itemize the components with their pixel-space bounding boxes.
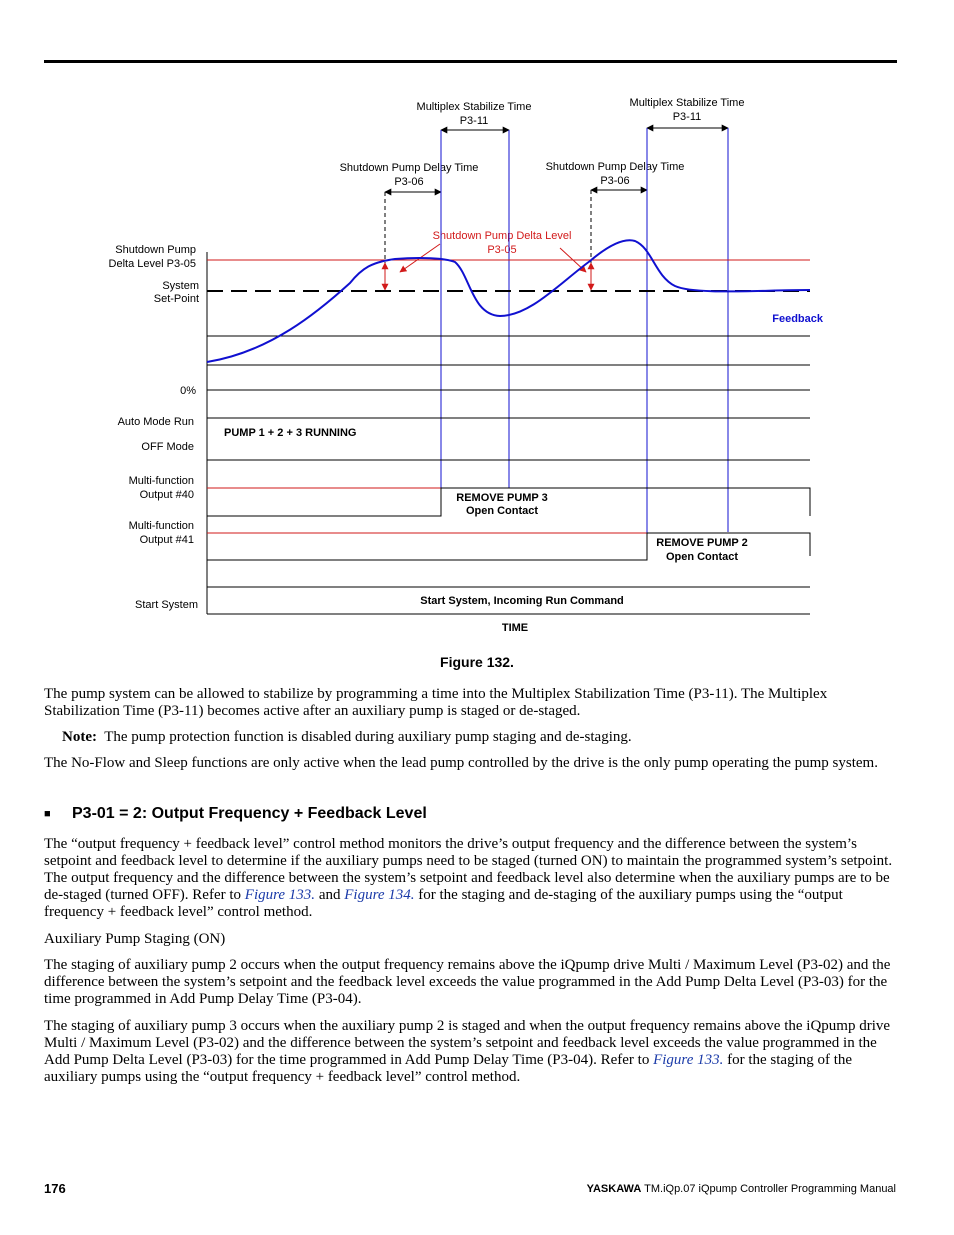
paragraph-no-flow: The No-Flow and Sleep functions are only active when the lead pump controlled by the drive is the only pump operating the pump system. <box>44 755 878 771</box>
start-command-label: Start System, Incoming Run Command <box>420 595 624 607</box>
note <box>62 729 896 746</box>
spd-right-line1: Shutdown Pump Delay Time <box>545 161 685 173</box>
footer-manual-title: TM.iQp.07 iQpump Controller Programming Manual <box>644 1183 896 1195</box>
label-mf40-1: Multi-function <box>128 475 194 487</box>
remove2-line2: Open Contact <box>665 551 739 563</box>
spd-left-line2: P3-06 <box>394 176 424 188</box>
label-off-mode: OFF Mode <box>141 441 194 453</box>
label-mf41-2: Output #41 <box>139 534 194 546</box>
figure-134-link[interactable]: Figure 134. <box>344 887 415 903</box>
remove3-line1: REMOVE PUMP 3 <box>456 492 548 504</box>
p3-text-a: The “output frequency + feedback level” control method monitors the drive’s output frequency and the difference between the system’s setpoint and feedback level to determine if the auxiliary pumps need to be staged (turned ON) to maintain the programmed system’s setpoint. The output frequency and the difference between the system’s setpoint and feedback level also determine when the auxiliary pumps are to be de-staged (turned OFF). Refer to <box>44 836 893 903</box>
delta-level-line1: Shutdown Pump Delta Level <box>432 230 572 242</box>
paragraph-control-method <box>44 836 896 921</box>
paragraph-staging-pump2: The staging of auxiliary pump 2 occurs when the output frequency remains above the iQpump drive Multi / Maximum Level (P3-02) and the difference between the system’s setpoint and the feedback level exceeds the value programmed in the Add Pump Delta Level (P3-03) for the time programmed in Add Pump Delay Time (P3-04). <box>44 957 891 1007</box>
figure-133-link[interactable]: Figure 133. <box>244 887 316 903</box>
section-heading-text: P3-01 = 2: Output Frequency + Feedback Level <box>72 805 427 822</box>
remove3-line2: Open Contact <box>465 505 539 517</box>
page-number: 176 <box>44 1181 66 1196</box>
p3-text-b: and <box>315 887 345 903</box>
label-start: Start System <box>135 599 198 611</box>
time-axis-label: TIME <box>501 622 529 634</box>
label-auto-mode: Auto Mode Run <box>117 416 194 428</box>
mst-left-line1: Multiplex Stabilize Time <box>416 101 532 113</box>
label-setpoint-2: Set-Point <box>153 293 199 305</box>
label-setpoint-1: System <box>162 280 199 292</box>
delta-level-line2: P3-05 <box>487 244 517 256</box>
p3-text-c: for the staging and de-staging of the auxiliary pumps using the “output frequency + feedback level” control method. <box>44 887 843 920</box>
pumps-running-label: PUMP 1 + 2 + 3 RUNNING <box>224 427 357 439</box>
remove2-line1: REMOVE PUMP 2 <box>656 537 748 549</box>
footer-brand: YASKAWA <box>586 1183 642 1195</box>
section-heading <box>44 805 427 823</box>
p6-text-b: for the staging of the auxiliary pumps using the “output frequency + feedback level” control method. <box>44 1052 853 1085</box>
paragraph-stabilize: The pump system can be allowed to stabilize by programming a time into the Multiplex Stabilization Time (P3-11). The Multiplex Stabilization Time (P3-11) becomes active after an auxiliary pump is staged or de-staged. <box>44 686 828 719</box>
label-mf41-1: Multi-function <box>128 520 194 532</box>
mst-right-line1: Multiplex Stabilize Time <box>629 97 745 109</box>
paragraph-staging-title: Auxiliary Pump Staging (ON) <box>44 931 226 947</box>
mst-right-line2: P3-11 <box>672 111 702 123</box>
footer-title <box>587 1183 896 1195</box>
figure-133-link-2[interactable]: Figure 133. <box>653 1052 724 1068</box>
label-zero: 0% <box>180 385 196 397</box>
feedback-label: Feedback <box>772 313 823 325</box>
label-mf40-2: Output #40 <box>139 489 194 501</box>
spd-left-line1: Shutdown Pump Delay Time <box>339 162 479 174</box>
note-label: Note: <box>62 729 97 745</box>
label-shutdown-delta-1: Shutdown Pump <box>115 244 196 256</box>
note-text: The pump protection function is disabled during auxiliary pump staging and de-staging. <box>104 729 632 745</box>
paragraph-staging-pump3 <box>44 1018 896 1086</box>
figure-caption: Figure 132. <box>440 654 514 670</box>
p6-text-a: The staging of auxiliary pump 3 occurs when the auxiliary pump 2 is staged and when the output frequency remains above the iQpump drive Multi / Maximum Level (P3-02) and the difference between the system’s setpoint and feedback level exceeds the value programmed in the Add Pump Delta Level (P3-03) for the time programmed in Add Pump Delay Time (P3-04). Refer to <box>44 1018 891 1068</box>
square-bullet-icon: ■ <box>44 808 51 820</box>
label-shutdown-delta-2: Delta Level P3-05 <box>108 258 196 270</box>
spd-right-line2: P3-06 <box>600 175 630 187</box>
mst-left-line2: P3-11 <box>459 115 489 127</box>
